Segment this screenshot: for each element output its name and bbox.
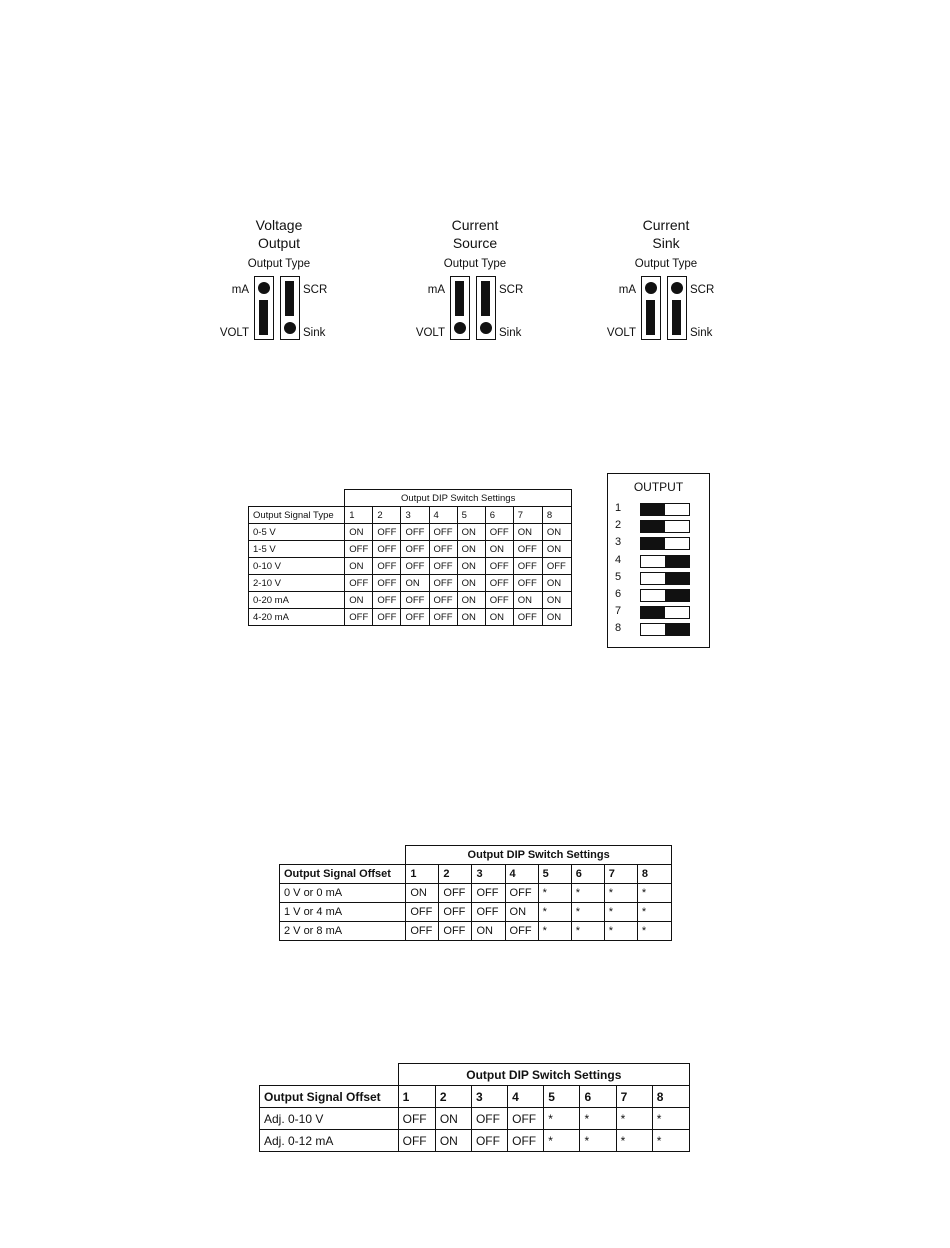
ma-label: mA xyxy=(427,284,445,296)
table-row xyxy=(260,1108,690,1130)
left-jumper xyxy=(254,276,274,340)
ma-label: mA xyxy=(231,284,249,296)
switch-setting-cell: * xyxy=(538,903,571,922)
switch-setting-cell: ON xyxy=(513,524,542,541)
column-header: 5 xyxy=(457,507,485,524)
switch-number: 8 xyxy=(615,622,622,635)
signal-type-table xyxy=(248,489,572,626)
switch-setting-cell: * xyxy=(637,922,671,941)
column-header: 7 xyxy=(604,865,637,884)
switch-setting-cell: OFF xyxy=(373,558,401,575)
column-header: 6 xyxy=(485,507,513,524)
column-header: 1 xyxy=(345,507,373,524)
dip-switch-knob xyxy=(665,590,689,601)
switch-setting-cell: OFF xyxy=(401,592,429,609)
output-type-label: Output Type xyxy=(443,258,507,270)
switch-setting-cell: * xyxy=(571,884,604,903)
table-row xyxy=(249,558,572,575)
switch-setting-cell: ON xyxy=(485,541,513,558)
switch-setting-cell: OFF xyxy=(429,524,457,541)
switch-setting-cell: OFF xyxy=(429,575,457,592)
switch-setting-cell: ON xyxy=(435,1130,471,1152)
column-header: 2 xyxy=(435,1086,471,1108)
group-header: Output DIP Switch Settings xyxy=(345,490,572,507)
switch-setting-cell: OFF xyxy=(508,1108,544,1130)
switch-setting-cell: OFF xyxy=(513,541,542,558)
jumper-shunt xyxy=(646,300,655,335)
switch-setting-cell: OFF xyxy=(508,1130,544,1152)
jumper-pin xyxy=(454,322,466,334)
row-label: 0-10 V xyxy=(249,558,345,575)
switch-setting-cell: OFF xyxy=(429,541,457,558)
scr-label: SCR xyxy=(303,284,328,296)
column-header: 5 xyxy=(538,865,571,884)
dip-switch xyxy=(640,555,690,568)
switch-setting-cell: OFF xyxy=(429,558,457,575)
jumper-shunt xyxy=(259,300,268,335)
table-row xyxy=(280,903,672,922)
switch-setting-cell: OFF xyxy=(401,541,429,558)
diagram-title-line2: Source xyxy=(452,235,498,251)
row-label: 0-5 V xyxy=(249,524,345,541)
switch-setting-cell: * xyxy=(538,922,571,941)
switch-setting-cell: ON xyxy=(542,609,571,626)
row-label: 4-20 mA xyxy=(249,609,345,626)
row-label: 1 V or 4 mA xyxy=(280,903,406,922)
switch-setting-cell: ON xyxy=(401,575,429,592)
switch-setting-cell: OFF xyxy=(439,903,472,922)
switch-setting-cell: OFF xyxy=(472,884,505,903)
table-row xyxy=(249,575,572,592)
switch-setting-cell: OFF xyxy=(513,575,542,592)
diagram-title-line2: Sink xyxy=(652,235,680,251)
column-header: 8 xyxy=(542,507,571,524)
switch-number: 3 xyxy=(615,536,622,549)
volt-label: VOLT xyxy=(415,327,445,339)
switch-setting-cell: * xyxy=(544,1108,580,1130)
column-header: 6 xyxy=(580,1086,616,1108)
switch-setting-cell: OFF xyxy=(513,558,542,575)
column-header: 8 xyxy=(652,1086,689,1108)
right-jumper xyxy=(476,276,496,340)
dip-switch-knob xyxy=(665,624,689,635)
switch-setting-cell: ON xyxy=(472,922,505,941)
switch-setting-cell: ON xyxy=(542,524,571,541)
jumper-pin xyxy=(645,282,657,294)
column-header: 4 xyxy=(505,865,538,884)
switch-setting-cell: ON xyxy=(542,541,571,558)
column-header: 1 xyxy=(406,865,439,884)
switch-setting-cell: OFF xyxy=(513,609,542,626)
table-row xyxy=(260,1130,690,1152)
row-label: Adj. 0-12 mA xyxy=(260,1130,399,1152)
switch-setting-cell: OFF xyxy=(542,558,571,575)
switch-setting-cell: OFF xyxy=(398,1108,435,1130)
jumper-diagram xyxy=(395,216,555,356)
scr-label: SCR xyxy=(499,284,524,296)
switch-setting-cell: ON xyxy=(345,524,373,541)
column-header: 1 xyxy=(398,1086,435,1108)
jumper-pin xyxy=(671,282,683,294)
dip-switch-title: OUTPUT xyxy=(633,480,684,494)
dip-switch xyxy=(640,537,690,550)
column-header: 2 xyxy=(373,507,401,524)
switch-setting-cell: OFF xyxy=(429,592,457,609)
output-dip-switch-diagram xyxy=(607,473,710,648)
switch-setting-cell: OFF xyxy=(471,1130,507,1152)
switch-setting-cell: OFF xyxy=(401,609,429,626)
switch-setting-cell: OFF xyxy=(429,609,457,626)
switch-setting-cell: OFF xyxy=(401,558,429,575)
diagram-title xyxy=(395,216,555,252)
dip-switch-knob xyxy=(641,538,665,549)
switch-setting-cell: OFF xyxy=(439,922,472,941)
switch-setting-cell: OFF xyxy=(373,575,401,592)
switch-setting-cell: OFF xyxy=(406,903,439,922)
adjustable-output-table xyxy=(259,1063,690,1152)
jumper-shunt xyxy=(285,281,294,316)
switch-setting-cell: ON xyxy=(542,592,571,609)
output-type-label: Output Type xyxy=(247,258,311,270)
switch-setting-cell: * xyxy=(571,903,604,922)
switch-setting-cell: * xyxy=(616,1108,652,1130)
switch-setting-cell: OFF xyxy=(471,1108,507,1130)
switch-setting-cell: * xyxy=(604,903,637,922)
jumper-shunt xyxy=(455,281,464,316)
switch-setting-cell: * xyxy=(604,884,637,903)
dip-switch xyxy=(640,520,690,533)
column-header: 7 xyxy=(513,507,542,524)
row-label: 2 V or 8 mA xyxy=(280,922,406,941)
row-label: Adj. 0-10 V xyxy=(260,1108,399,1130)
switch-setting-cell: * xyxy=(652,1108,689,1130)
switch-setting-cell: ON xyxy=(485,609,513,626)
row-label: 2-10 V xyxy=(249,575,345,592)
column-header: 3 xyxy=(471,1086,507,1108)
switch-setting-cell: * xyxy=(637,884,671,903)
switch-setting-cell: ON xyxy=(345,592,373,609)
diagram-title-line1: Voltage xyxy=(255,217,303,233)
switch-setting-cell: OFF xyxy=(505,922,538,941)
dip-switch-knob xyxy=(665,556,689,567)
diagram-title-line1: Current xyxy=(642,217,690,233)
switch-setting-cell: * xyxy=(580,1130,616,1152)
switch-number: 6 xyxy=(615,588,622,600)
row-label: 0-20 mA xyxy=(249,592,345,609)
jumper-diagram xyxy=(199,216,359,356)
switch-setting-cell: OFF xyxy=(373,541,401,558)
column-header: 7 xyxy=(616,1086,652,1108)
jumper-shunt xyxy=(672,300,681,335)
switch-setting-cell: * xyxy=(637,903,671,922)
switch-setting-cell: OFF xyxy=(345,575,373,592)
switch-setting-cell: ON xyxy=(406,884,439,903)
right-jumper xyxy=(280,276,300,340)
ma-label: mA xyxy=(618,284,636,296)
switch-setting-cell: * xyxy=(652,1130,689,1152)
column-header: 8 xyxy=(637,865,671,884)
switch-setting-cell: ON xyxy=(513,592,542,609)
switch-setting-cell: OFF xyxy=(345,609,373,626)
sink-label: Sink xyxy=(303,327,326,339)
volt-label: VOLT xyxy=(219,327,249,339)
switch-setting-cell: OFF xyxy=(472,903,505,922)
switch-setting-cell: * xyxy=(544,1130,580,1152)
dip-switch xyxy=(640,589,690,602)
right-jumper xyxy=(667,276,687,340)
switch-setting-cell: OFF xyxy=(505,884,538,903)
dip-switch xyxy=(640,503,690,516)
switch-setting-cell: OFF xyxy=(485,592,513,609)
switch-setting-cell: * xyxy=(538,884,571,903)
row-header: Output Signal Offset xyxy=(260,1086,399,1108)
switch-setting-cell: OFF xyxy=(373,609,401,626)
diagram-title xyxy=(586,216,746,252)
column-header: 5 xyxy=(544,1086,580,1108)
switch-number: 1 xyxy=(615,502,622,514)
dip-switch xyxy=(640,606,690,619)
switch-setting-cell: ON xyxy=(435,1108,471,1130)
table-row xyxy=(280,884,672,903)
switch-setting-cell: ON xyxy=(345,558,373,575)
jumper-diagram xyxy=(586,216,746,356)
switch-setting-cell: OFF xyxy=(485,575,513,592)
switch-setting-cell: * xyxy=(571,922,604,941)
row-header: Output Signal Type xyxy=(249,507,345,524)
switch-setting-cell: ON xyxy=(457,575,485,592)
dip-switch xyxy=(640,623,690,636)
switch-setting-cell: ON xyxy=(457,592,485,609)
switch-setting-cell: ON xyxy=(505,903,538,922)
output-type-label: Output Type xyxy=(634,258,698,270)
volt-label: VOLT xyxy=(606,327,636,339)
dip-switch-knob xyxy=(641,607,665,618)
switch-setting-cell: OFF xyxy=(373,524,401,541)
switch-setting-cell: ON xyxy=(542,575,571,592)
table-row xyxy=(249,524,572,541)
switch-setting-cell: OFF xyxy=(406,922,439,941)
table-row xyxy=(249,541,572,558)
jumper-pin xyxy=(258,282,270,294)
switch-setting-cell: OFF xyxy=(485,524,513,541)
switch-setting-cell: OFF xyxy=(485,558,513,575)
column-header: 3 xyxy=(401,507,429,524)
switch-setting-cell: ON xyxy=(457,541,485,558)
dip-switch-knob xyxy=(641,504,665,515)
offset-table xyxy=(279,845,672,941)
dip-switch-knob xyxy=(665,573,689,584)
column-header: 4 xyxy=(508,1086,544,1108)
table-row xyxy=(249,609,572,626)
column-header: 4 xyxy=(429,507,457,524)
row-header: Output Signal Offset xyxy=(280,865,406,884)
scr-label: SCR xyxy=(690,284,715,296)
sink-label: Sink xyxy=(499,327,522,339)
column-header: 3 xyxy=(472,865,505,884)
table-row xyxy=(249,592,572,609)
switch-setting-cell: * xyxy=(580,1108,616,1130)
switch-setting-cell: ON xyxy=(457,524,485,541)
switch-setting-cell: OFF xyxy=(439,884,472,903)
switch-number: 5 xyxy=(615,570,622,583)
switch-number: 4 xyxy=(615,553,622,566)
switch-setting-cell: * xyxy=(604,922,637,941)
dip-switch xyxy=(640,572,690,585)
switch-setting-cell: OFF xyxy=(398,1130,435,1152)
switch-setting-cell: ON xyxy=(457,558,485,575)
row-label: 1-5 V xyxy=(249,541,345,558)
jumper-pin xyxy=(284,322,296,334)
switch-setting-cell: OFF xyxy=(373,592,401,609)
diagram-title xyxy=(199,216,359,252)
switch-setting-cell: OFF xyxy=(401,524,429,541)
column-header: 6 xyxy=(571,865,604,884)
left-jumper xyxy=(641,276,661,340)
column-header: 2 xyxy=(439,865,472,884)
group-header: Output DIP Switch Settings xyxy=(398,1064,689,1086)
left-jumper xyxy=(450,276,470,340)
group-header: Output DIP Switch Settings xyxy=(406,846,672,865)
switch-setting-cell: OFF xyxy=(345,541,373,558)
jumper-pin xyxy=(480,322,492,334)
diagram-title-line2: Output xyxy=(257,235,301,251)
sink-label: Sink xyxy=(690,327,713,339)
jumper-shunt xyxy=(481,281,490,316)
table-row xyxy=(280,922,672,941)
switch-setting-cell: ON xyxy=(457,609,485,626)
switch-setting-cell: * xyxy=(616,1130,652,1152)
switch-number: 7 xyxy=(615,605,622,618)
switch-number: 2 xyxy=(615,519,622,532)
diagram-title-line1: Current xyxy=(451,217,499,233)
row-label: 0 V or 0 mA xyxy=(280,884,406,903)
dip-switch-knob xyxy=(641,521,665,532)
